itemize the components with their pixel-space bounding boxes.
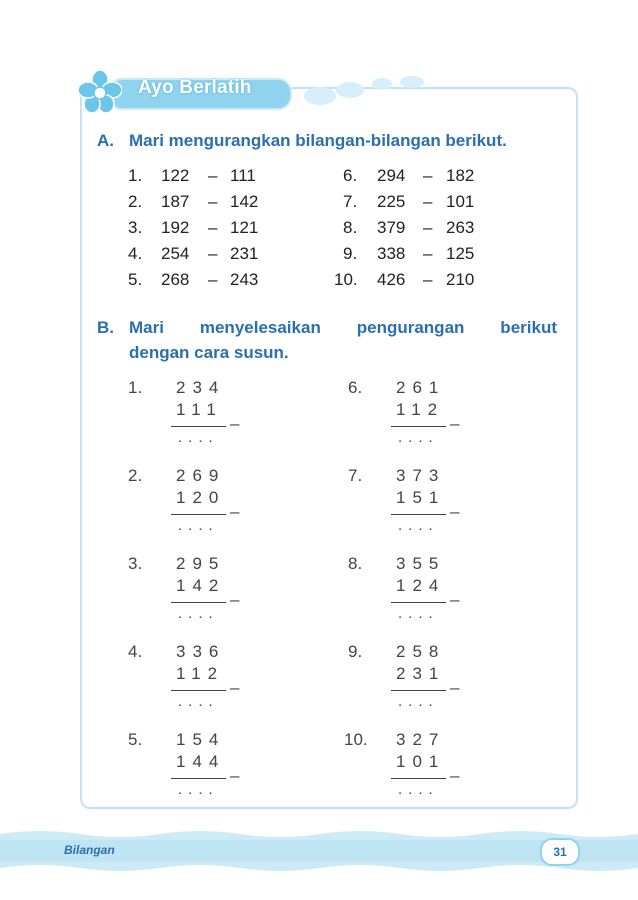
minuend: 154 <box>176 730 226 749</box>
section-banner <box>78 72 306 110</box>
section-a-letter: A. <box>97 131 114 150</box>
sum-line <box>171 514 226 515</box>
minus-sign: – <box>423 166 433 185</box>
sum-line <box>171 426 226 427</box>
minuend: 336 <box>176 642 226 661</box>
problem-number: 10. <box>334 270 358 289</box>
sum-line <box>171 778 226 779</box>
answer-blank: .... <box>178 429 219 446</box>
problem-number: 2. <box>128 192 143 211</box>
sum-line <box>171 602 226 603</box>
minuend: 261 <box>396 378 446 397</box>
problem-number: 10. <box>344 730 368 749</box>
minus-sign: – <box>450 414 460 433</box>
problem-number: 1. <box>128 166 143 185</box>
minus-sign: – <box>230 590 240 609</box>
subtrahend: 111 <box>176 400 223 419</box>
minuend: 268 <box>161 270 190 289</box>
banner-title: Ayo Berlatih <box>138 77 252 98</box>
sum-line <box>391 690 446 691</box>
answer-blank: .... <box>398 781 439 798</box>
chapter-label: Bilangan <box>64 843 115 857</box>
subtrahend: 121 <box>230 218 259 237</box>
problem-number: 7. <box>348 466 363 485</box>
minus-sign: – <box>230 414 240 433</box>
answer-blank: .... <box>398 517 439 534</box>
section-a-instruction: Mari mengurangkan bilangan-bilangan berikut. <box>129 131 507 150</box>
section-b-instruction-line2: dengan cara susun. <box>129 343 289 362</box>
subtrahend: 263 <box>446 218 475 237</box>
answer-blank: .... <box>398 429 439 446</box>
minus-sign: – <box>230 678 240 697</box>
section-b-instruction-line1: Mari menyelesaikan pengurangan berikut <box>129 318 557 337</box>
sum-line <box>391 778 446 779</box>
minus-sign: – <box>423 270 433 289</box>
minuend: 426 <box>377 270 406 289</box>
subtrahend: 182 <box>446 166 475 185</box>
minus-sign: – <box>208 244 218 263</box>
sum-line <box>171 690 226 691</box>
minuend: 338 <box>377 244 406 263</box>
problem-number: 2. <box>128 466 143 485</box>
answer-blank: .... <box>178 693 219 710</box>
minuend: 269 <box>176 466 226 485</box>
minuend: 295 <box>176 554 226 573</box>
minus-sign: – <box>230 766 240 785</box>
subtrahend: 125 <box>446 244 475 263</box>
subtrahend: 231 <box>396 664 446 683</box>
subtrahend: 243 <box>230 270 259 289</box>
answer-blank: .... <box>178 781 219 798</box>
minus-sign: – <box>450 766 460 785</box>
problem-number: 6. <box>348 378 363 397</box>
subtrahend: 101 <box>446 192 475 211</box>
answer-blank: .... <box>398 693 439 710</box>
subtrahend: 101 <box>396 752 446 771</box>
problem-number: 1. <box>128 378 143 397</box>
minuend: 122 <box>161 166 190 185</box>
minuend: 373 <box>396 466 446 485</box>
subtrahend: 112 <box>176 664 225 683</box>
exercise-frame <box>80 87 578 809</box>
section-b-letter: B. <box>97 318 114 337</box>
minuend: 355 <box>396 554 446 573</box>
subtrahend: 111 <box>230 166 256 185</box>
minuend: 225 <box>377 192 406 211</box>
problem-number: 8. <box>348 554 363 573</box>
problem-number: 4. <box>128 642 143 661</box>
page-number: 31 <box>540 838 580 866</box>
minuend: 187 <box>161 192 190 211</box>
problem-number: 7. <box>343 192 358 211</box>
problem-number: 3. <box>128 554 143 573</box>
sum-line <box>391 514 446 515</box>
answer-blank: .... <box>398 605 439 622</box>
answer-blank: .... <box>178 517 219 534</box>
subtrahend: 120 <box>176 488 226 507</box>
cloud-decoration-icon <box>300 72 440 112</box>
minus-sign: – <box>208 166 218 185</box>
sum-line <box>391 426 446 427</box>
minuend: 294 <box>377 166 406 185</box>
section-a-heading <box>97 131 507 151</box>
subtrahend: 112 <box>396 400 445 419</box>
subtrahend: 142 <box>230 192 259 211</box>
subtrahend: 124 <box>396 576 446 595</box>
subtrahend: 142 <box>176 576 226 595</box>
problem-number: 8. <box>343 218 358 237</box>
subtrahend: 231 <box>230 244 259 263</box>
minus-sign: – <box>450 502 460 521</box>
sum-line <box>391 602 446 603</box>
problem-number: 5. <box>128 270 143 289</box>
minuend: 258 <box>396 642 446 661</box>
problem-number: 6. <box>343 166 358 185</box>
problem-number: 5. <box>128 730 143 749</box>
subtrahend: 151 <box>396 488 446 507</box>
subtrahend: 144 <box>176 752 226 771</box>
minuend: 192 <box>161 218 190 237</box>
minus-sign: – <box>450 678 460 697</box>
minuend: 379 <box>377 218 406 237</box>
subtrahend: 210 <box>446 270 475 289</box>
minuend: 234 <box>176 378 226 397</box>
minus-sign: – <box>208 270 218 289</box>
minus-sign: – <box>423 218 433 237</box>
problem-number: 9. <box>343 244 358 263</box>
minus-sign: – <box>208 192 218 211</box>
problem-number: 9. <box>348 642 363 661</box>
minus-sign: – <box>208 218 218 237</box>
problem-number: 3. <box>128 218 143 237</box>
minus-sign: – <box>230 502 240 521</box>
flower-icon <box>78 70 122 114</box>
minus-sign: – <box>423 192 433 211</box>
minuend: 254 <box>161 244 190 263</box>
problem-number: 4. <box>128 244 143 263</box>
minus-sign: – <box>423 244 433 263</box>
minus-sign: – <box>450 590 460 609</box>
answer-blank: .... <box>178 605 219 622</box>
minuend: 327 <box>396 730 446 749</box>
